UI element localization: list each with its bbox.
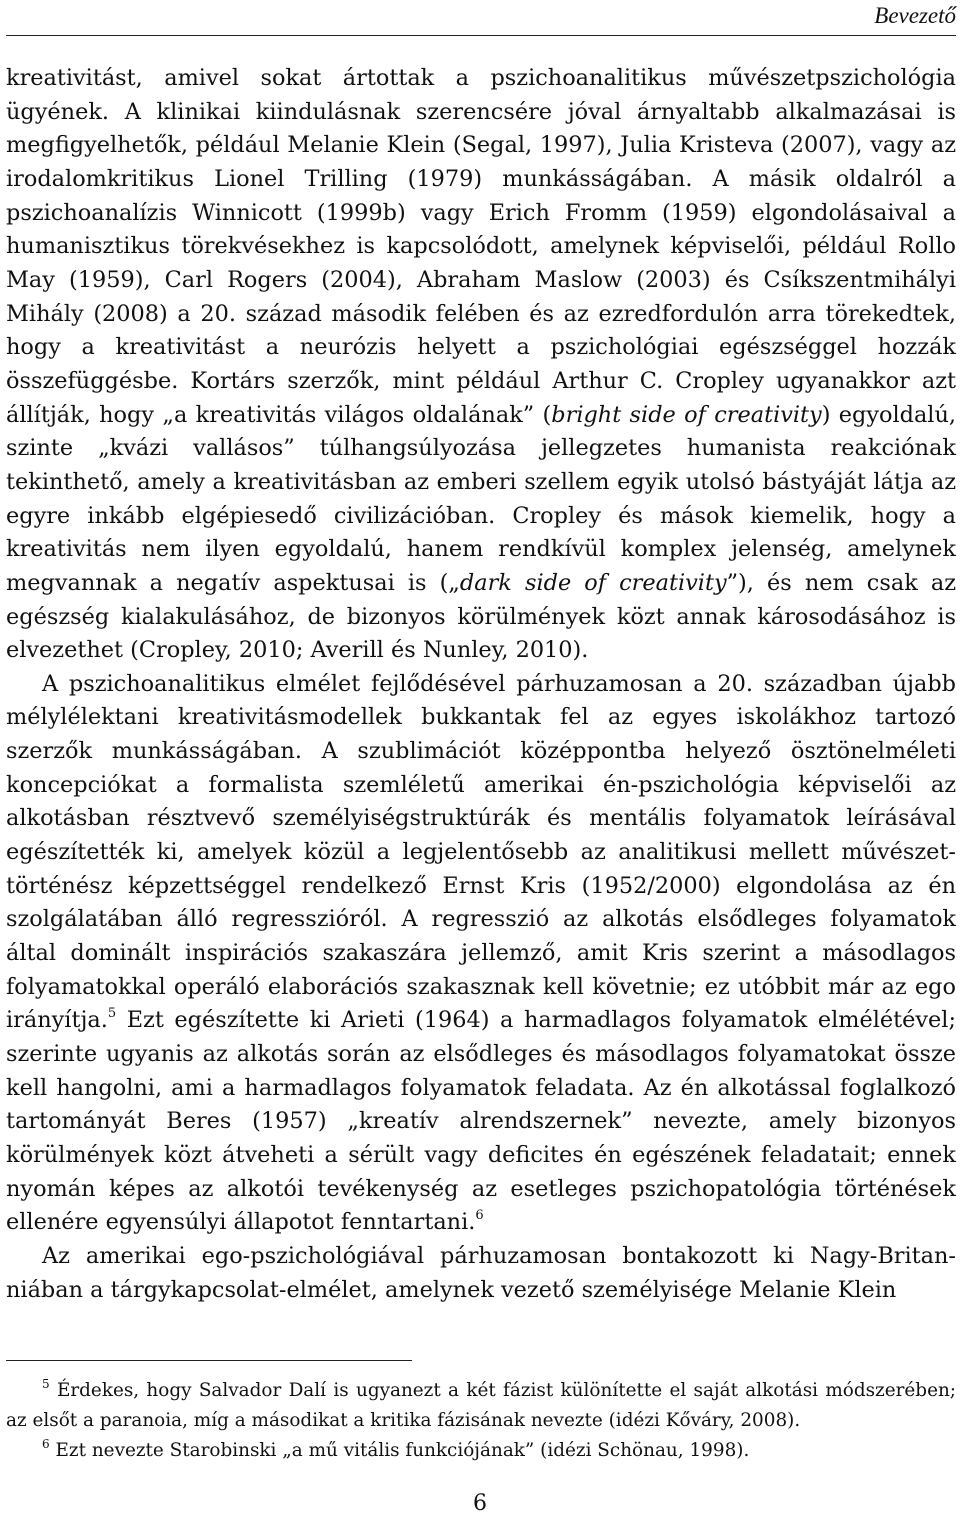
- paragraph: [6, 668, 956, 1240]
- footnote: [6, 1436, 956, 1466]
- page-number: 6: [473, 1491, 487, 1516]
- text-run: ”), és nem csak az egészség kialakulásához, de bizonyos körülmények közt annak károsodásához is elvezethet (Cropley, 2010; Averill és Nunley, 2010).: [6, 569, 956, 664]
- body-text: [6, 62, 956, 1307]
- italic-text: bright side of creativity: [551, 401, 822, 428]
- footnote-reference: 5: [107, 1005, 117, 1021]
- running-head: Bevezető: [874, 3, 956, 28]
- footnote-reference: 6: [475, 1207, 484, 1223]
- paragraph: [6, 62, 956, 668]
- header-rule: [6, 35, 956, 36]
- paragraph: [6, 1240, 956, 1307]
- text-run: Az amerikai ego-pszichológiával párhuzamosan bontakozott ki Nagy-Britanniában a tárgykapcsolat-elmélet, amelynek vezető személyisége Melanie Klein: [6, 1242, 956, 1303]
- italic-text: dark side of creativity: [459, 569, 727, 596]
- footnote-rule: [6, 1360, 412, 1361]
- footnote-text: Érdekes, hogy Salvador Dalí is ugyanezt a két fázist különítette el saját alkotási módszerében; az elsőt a paranoia, míg a másodikat a kritika fázisának nevezte (idézi Kőváry, 2008).: [6, 1380, 956, 1431]
- text-run: kreativitást, amivel sokat ártottak a pszichoanalitikus művészetpszichológia ügyének. A klinikai kiindulásnak szerencsére jóval árnyaltabb alkalmazásai is megfigyelhetők, például Melanie Klein (Segal, 1997), Julia Kristeva (2007), vagy az irodalomkritikus Lionel Trilling (1979) munkásságában. A másik oldalról a pszichoanalízis Winnicott (1999b) vagy Erich Fromm (1959) elgondolásaival a humanisztikus törekvésekhez is kapcsolódott, amelynek képviselői, például Rollo May (1959), Carl Rogers (2004), Abraham Maslow (2003) és Csíkszentmihályi Mihály (2008) a 20. század második felében és az ezredfordulón arra törekedtek, hogy a kreativitást a neurózis helyett a pszichológiai egészséggel hozzák összefüggésbe. Kortárs szerzők, mint például Arthur C. Cropley ugyanakkor azt állítják, hogy „a kreativitás világos oldalának” (: [6, 65, 956, 428]
- text-run: Ezt egészítette ki Arieti (1964) a harmadlagos folyamatok elmélétével; szerinte ugyanis az alkotás során az elsődleges és másodlagos folyamatokat össze kell hangolni, ami a harmadlagos folyamatok feladata. Az én alkotással foglalkozó tartományát Beres (1957) „kreatív alrendszernek” nevezte, amely bizonyos körülmények közt átveheti a sérült vagy deficites én egészének feladatait; ennek nyomán képes az alkotói tevékenység az esetleges pszichopatológia történések ellenére egyensúlyi állapotot fenntartani.: [6, 1007, 956, 1236]
- text-run: ) egyoldalú, szinte „kvázi vallásos” túlhangsúlyozása jellegzetes humanista reakciónak tekinthető, amely a kreativitásban az emberi szellem egyik utolsó bástyáját látja az egyre inkább elgépiesedő civilizációban. Cropley és mások kiemelik, hogy a kreativitás nem ilyen egyoldalú, hanem rendkívül komplex jelenség, amelynek megvannak a negatív aspektusai is („: [6, 401, 957, 596]
- footnotes: [6, 1376, 956, 1466]
- footnote-number: 5: [42, 1376, 50, 1391]
- footnote: [6, 1376, 956, 1436]
- footnote-text: Ezt nevezte Starobinski „a mű vitális funkciójának” (idézi Schönau, 1998).: [49, 1440, 750, 1461]
- footnote-number: 6: [42, 1436, 50, 1451]
- text-run: A pszichoanalitikus elmélet fejlődésével párhuzamosan a 20. században újabb mélylélektani kreativitásmodellek bukkantak fel az egyes iskolákhoz tartozó szerzők munkásságában. A szublimációt középpontba helyező ösztönelméleti koncepciókat a formalista szemléletű amerikai én-pszichológia képviselői az alkotásban résztvevő személyiségstruktúrák és mentális folyamatok leírásával egészítették ki, amelyek közül a legjelentősebb az analitikusi mellett művészettörténész képzettséggel rendelkező Ernst Kris (1952/2000) elgondolása az én szolgálatában álló regresszióról. A regresszió az alkotás elsődleges folyamatok által dominált inspirációs szakaszára jellemző, amit Kris szerint a másodlagos folyamatokkal operáló elaborációs szakasznak kell követnie; ez utóbbit már az ego irányítja.: [6, 670, 956, 1034]
